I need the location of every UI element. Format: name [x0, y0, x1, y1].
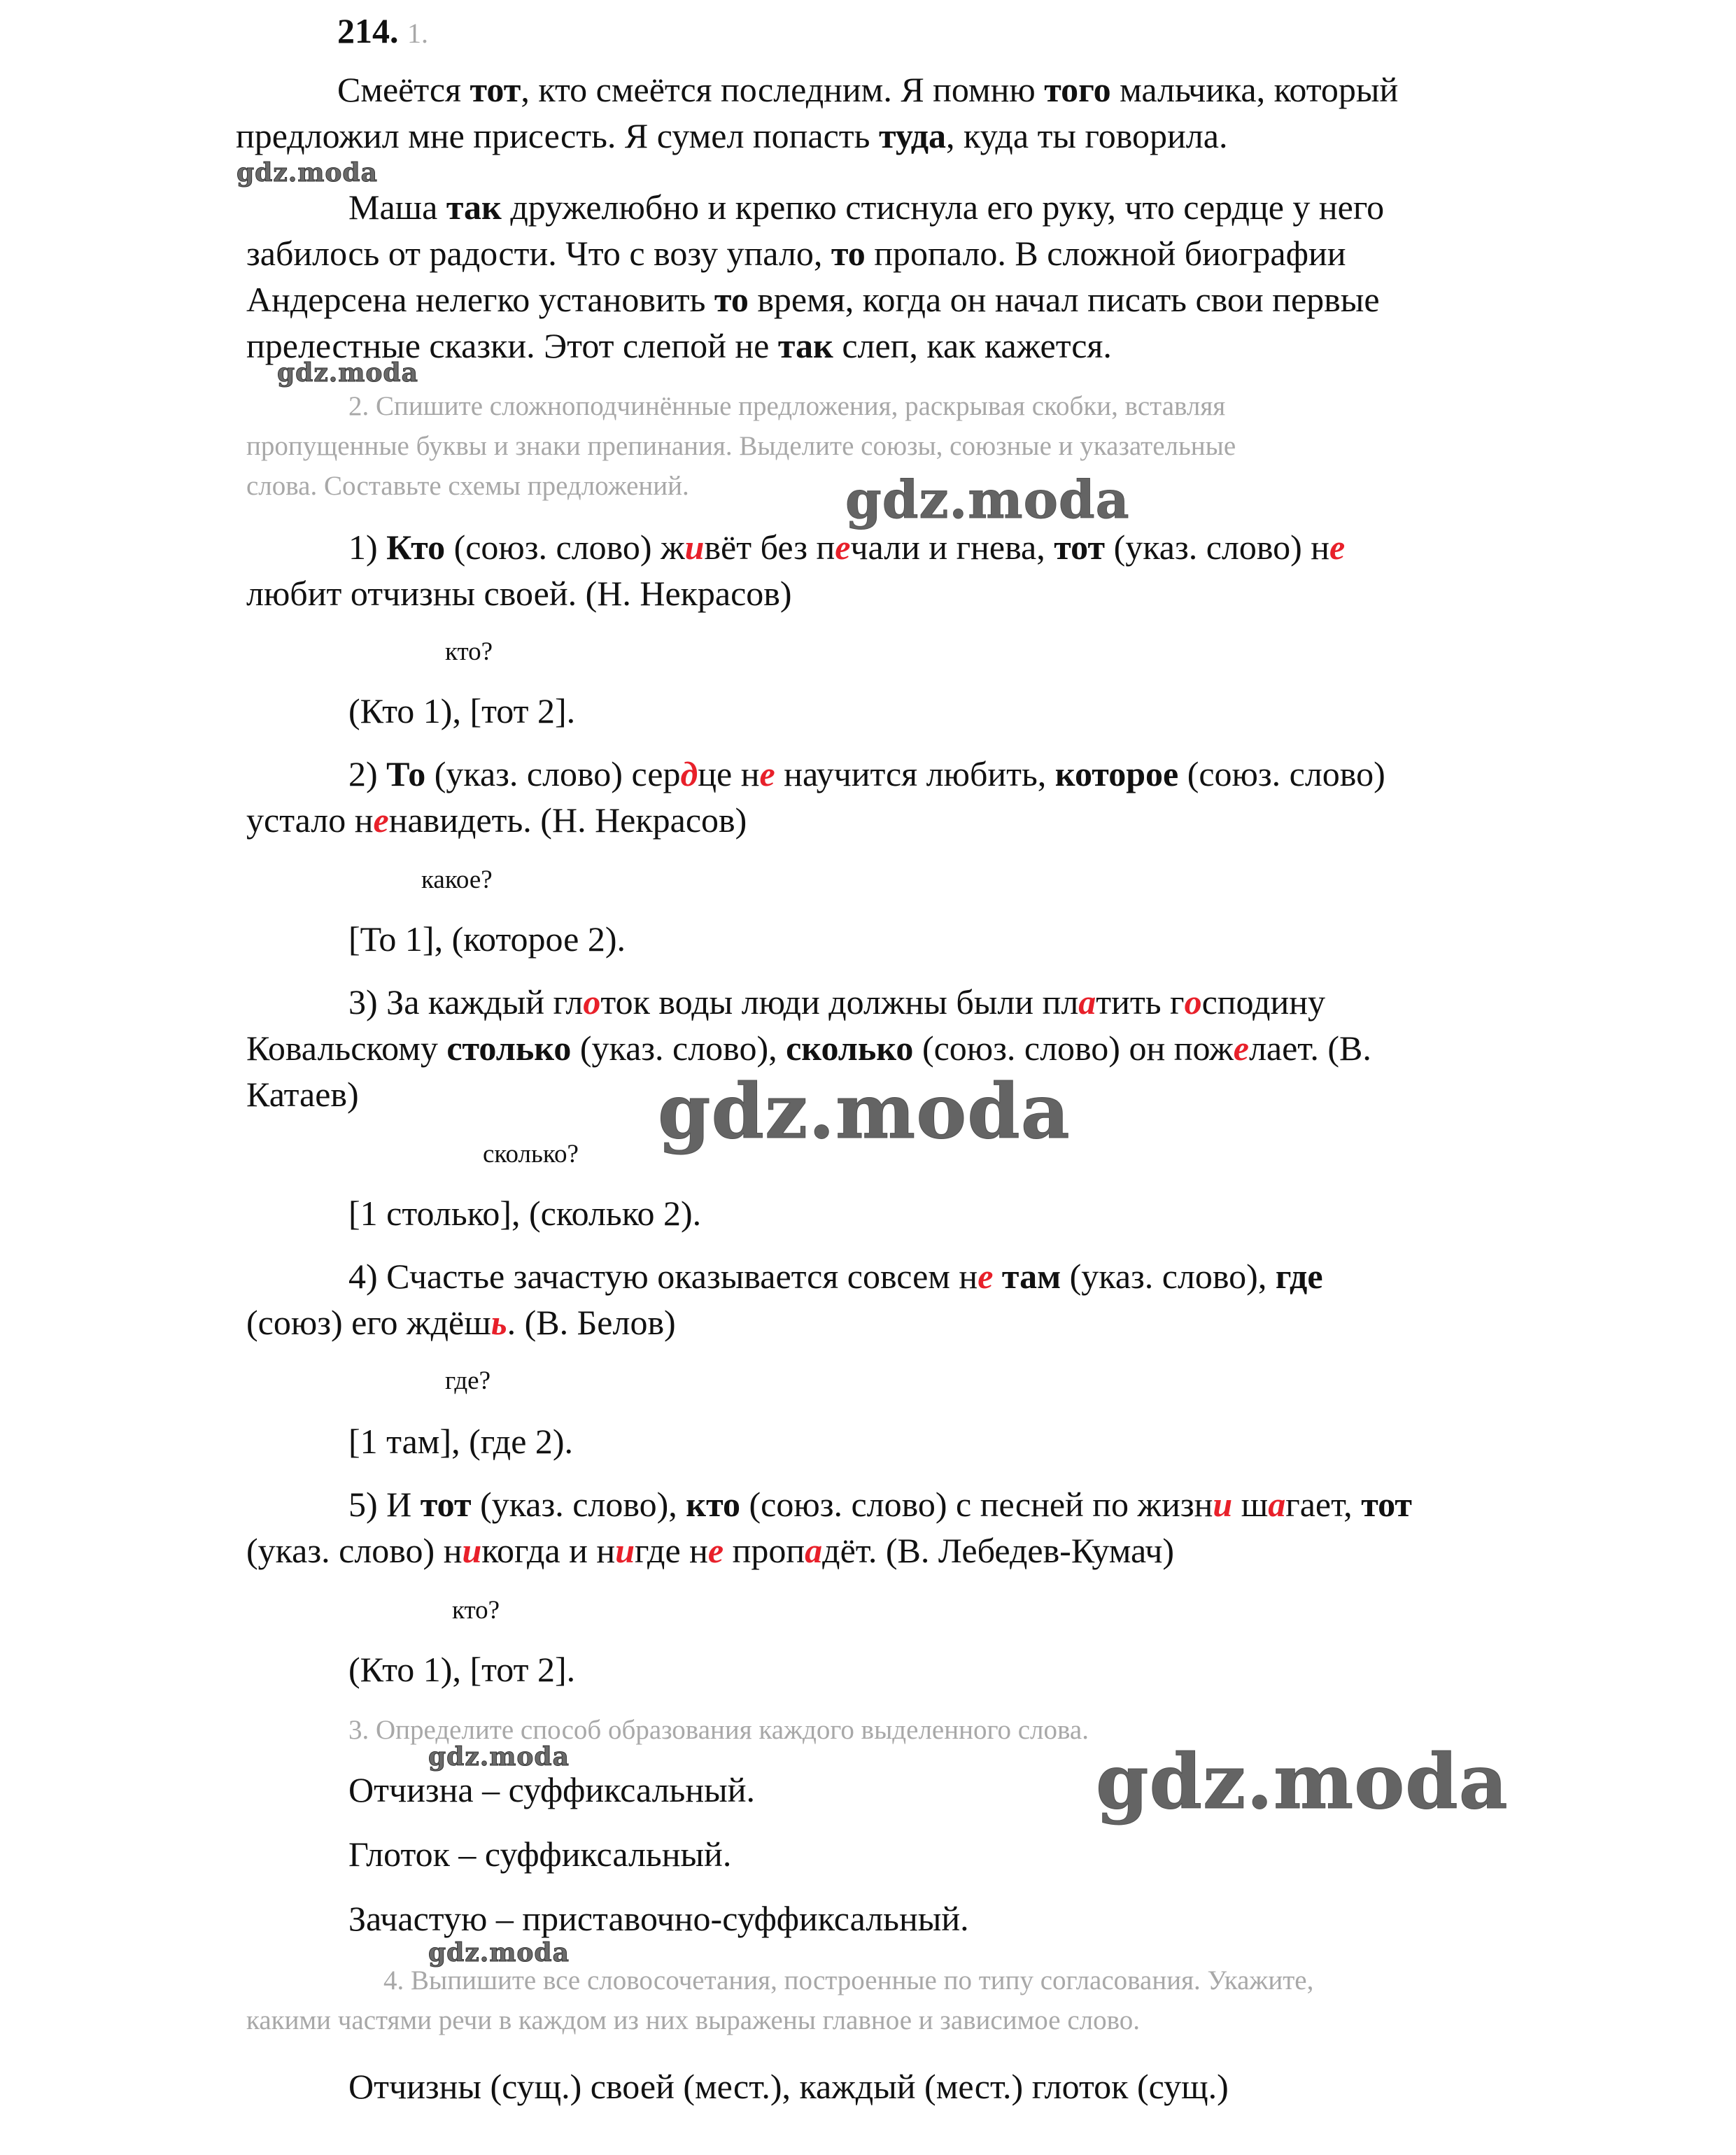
sentence-1-question: кто?: [445, 637, 493, 666]
task3-instruction: 3. Определите способ образования каждого выделенного слова.: [348, 1715, 1089, 1745]
sentence-2-line-1: 2) То (указ. слово) сердце не научится любить, которое (союз. слово): [348, 754, 1385, 793]
sentence-3-question: сколько?: [483, 1140, 579, 1168]
task1-line-5: Андерсена нелегко установить то время, когда он начал писать свои первые: [246, 280, 1380, 319]
exercise-number: 214.: [337, 11, 399, 50]
task4-instruction-line-1: 4. Выпишите все словосочетания, построенные по типу согласования. Укажите,: [383, 1965, 1314, 1995]
sentence-3-line-2: Ковальскому столько (указ. слово), сколько (союз. слово) он пожелает. (В.: [246, 1029, 1371, 1068]
watermark-logo: gdz.moda: [658, 1068, 1071, 1156]
sentence-1-scheme: (Кто 1), [тот 2].: [348, 691, 576, 730]
sentence-2-line-2: устало ненавидеть. (Н. Некрасов): [246, 800, 747, 840]
watermark-logo: gdz.moda: [845, 470, 1130, 530]
sentence-2-question: какое?: [421, 865, 493, 894]
watermark-logo: gdz.moda: [428, 1938, 570, 1967]
sentence-5-line-2: (указ. слово) никогда и нигде не пропадёт. (В. Лебедев-Кумач): [246, 1531, 1175, 1570]
task3-answer-2: Глоток – суффиксальный.: [348, 1835, 732, 1874]
sentence-3-line-3: Катаев): [246, 1075, 359, 1114]
sentence-5-scheme: (Кто 1), [тот 2].: [348, 1650, 576, 1689]
sentence-4-question: где?: [445, 1366, 491, 1395]
sentence-3-scheme: [1 столько], (сколько 2).: [348, 1194, 702, 1233]
sentence-5-question: кто?: [452, 1596, 500, 1625]
exercise-header: [337, 10, 428, 55]
task1-line-2: предложил мне присесть. Я сумел попасть туда, куда ты говорила.: [236, 116, 1228, 155]
watermark-logo: gdz.moda: [277, 358, 418, 388]
sentence-4-line-1: 4) Счастье зачастую оказывается совсем не там (указ. слово), где: [348, 1257, 1323, 1296]
watermark-logo: gdz.moda: [428, 1742, 570, 1772]
sentence-4-scheme: [1 там], (где 2).: [348, 1422, 574, 1461]
sentence-2-scheme: [То 1], (которое 2).: [348, 919, 626, 959]
task1-line-3: Маша так дружелюбно и крепко стиснула его руку, что сердце у него: [348, 188, 1385, 227]
task4-instruction-line-2: какими частями речи в каждом из них выражены главное и зависимое слово.: [246, 2005, 1140, 2035]
task2-instruction-line-3: слова. Составьте схемы предложений.: [246, 471, 689, 501]
sentence-3-line-1: 3) За каждый глоток воды люди должны были платить господину: [348, 982, 1326, 1022]
task2-instruction-line-1: 2. Спишите сложноподчинённые предложения, раскрывая скобки, вставляя: [348, 391, 1226, 421]
sentence-1-line-1: 1) Кто (союз. слово) живёт без печали и гнева, тот (указ. слово) не: [348, 528, 1346, 567]
task3-answer-1: Отчизна – суффиксальный.: [348, 1770, 755, 1809]
task1-line-1: Смеётся тот, кто смеётся последним. Я помню того мальчика, который: [337, 70, 1399, 109]
sentence-5-line-1: 5) И тот (указ. слово), кто (союз. слово) с песней по жизни шагает, тот: [348, 1485, 1412, 1524]
task4-answer: Отчизны (сущ.) своей (мест.), каждый (мест.) глоток (сущ.): [348, 2067, 1229, 2106]
task-number: 1.: [407, 17, 428, 49]
watermark-logo: gdz.moda: [237, 158, 378, 188]
watermark-logo: gdz.moda: [1096, 1738, 1509, 1826]
task1-line-6: прелестные сказки. Этот слепой не так слеп, как кажется.: [246, 326, 1112, 365]
sentence-4-line-2: (союз) его ждёшь. (В. Белов): [246, 1303, 676, 1342]
task2-instruction-line-2: пропущенные буквы и знаки препинания. Выделите союзы, союзные и указательные: [246, 431, 1236, 461]
task3-answer-3: Зачастую – приставочно-суффиксальный.: [348, 1899, 969, 1938]
task1-line-4: забилось от радости. Что с возу упало, то пропало. В сложной биографии: [246, 234, 1346, 273]
sentence-1-line-2: любит отчизны своей. (Н. Некрасов): [246, 574, 792, 613]
